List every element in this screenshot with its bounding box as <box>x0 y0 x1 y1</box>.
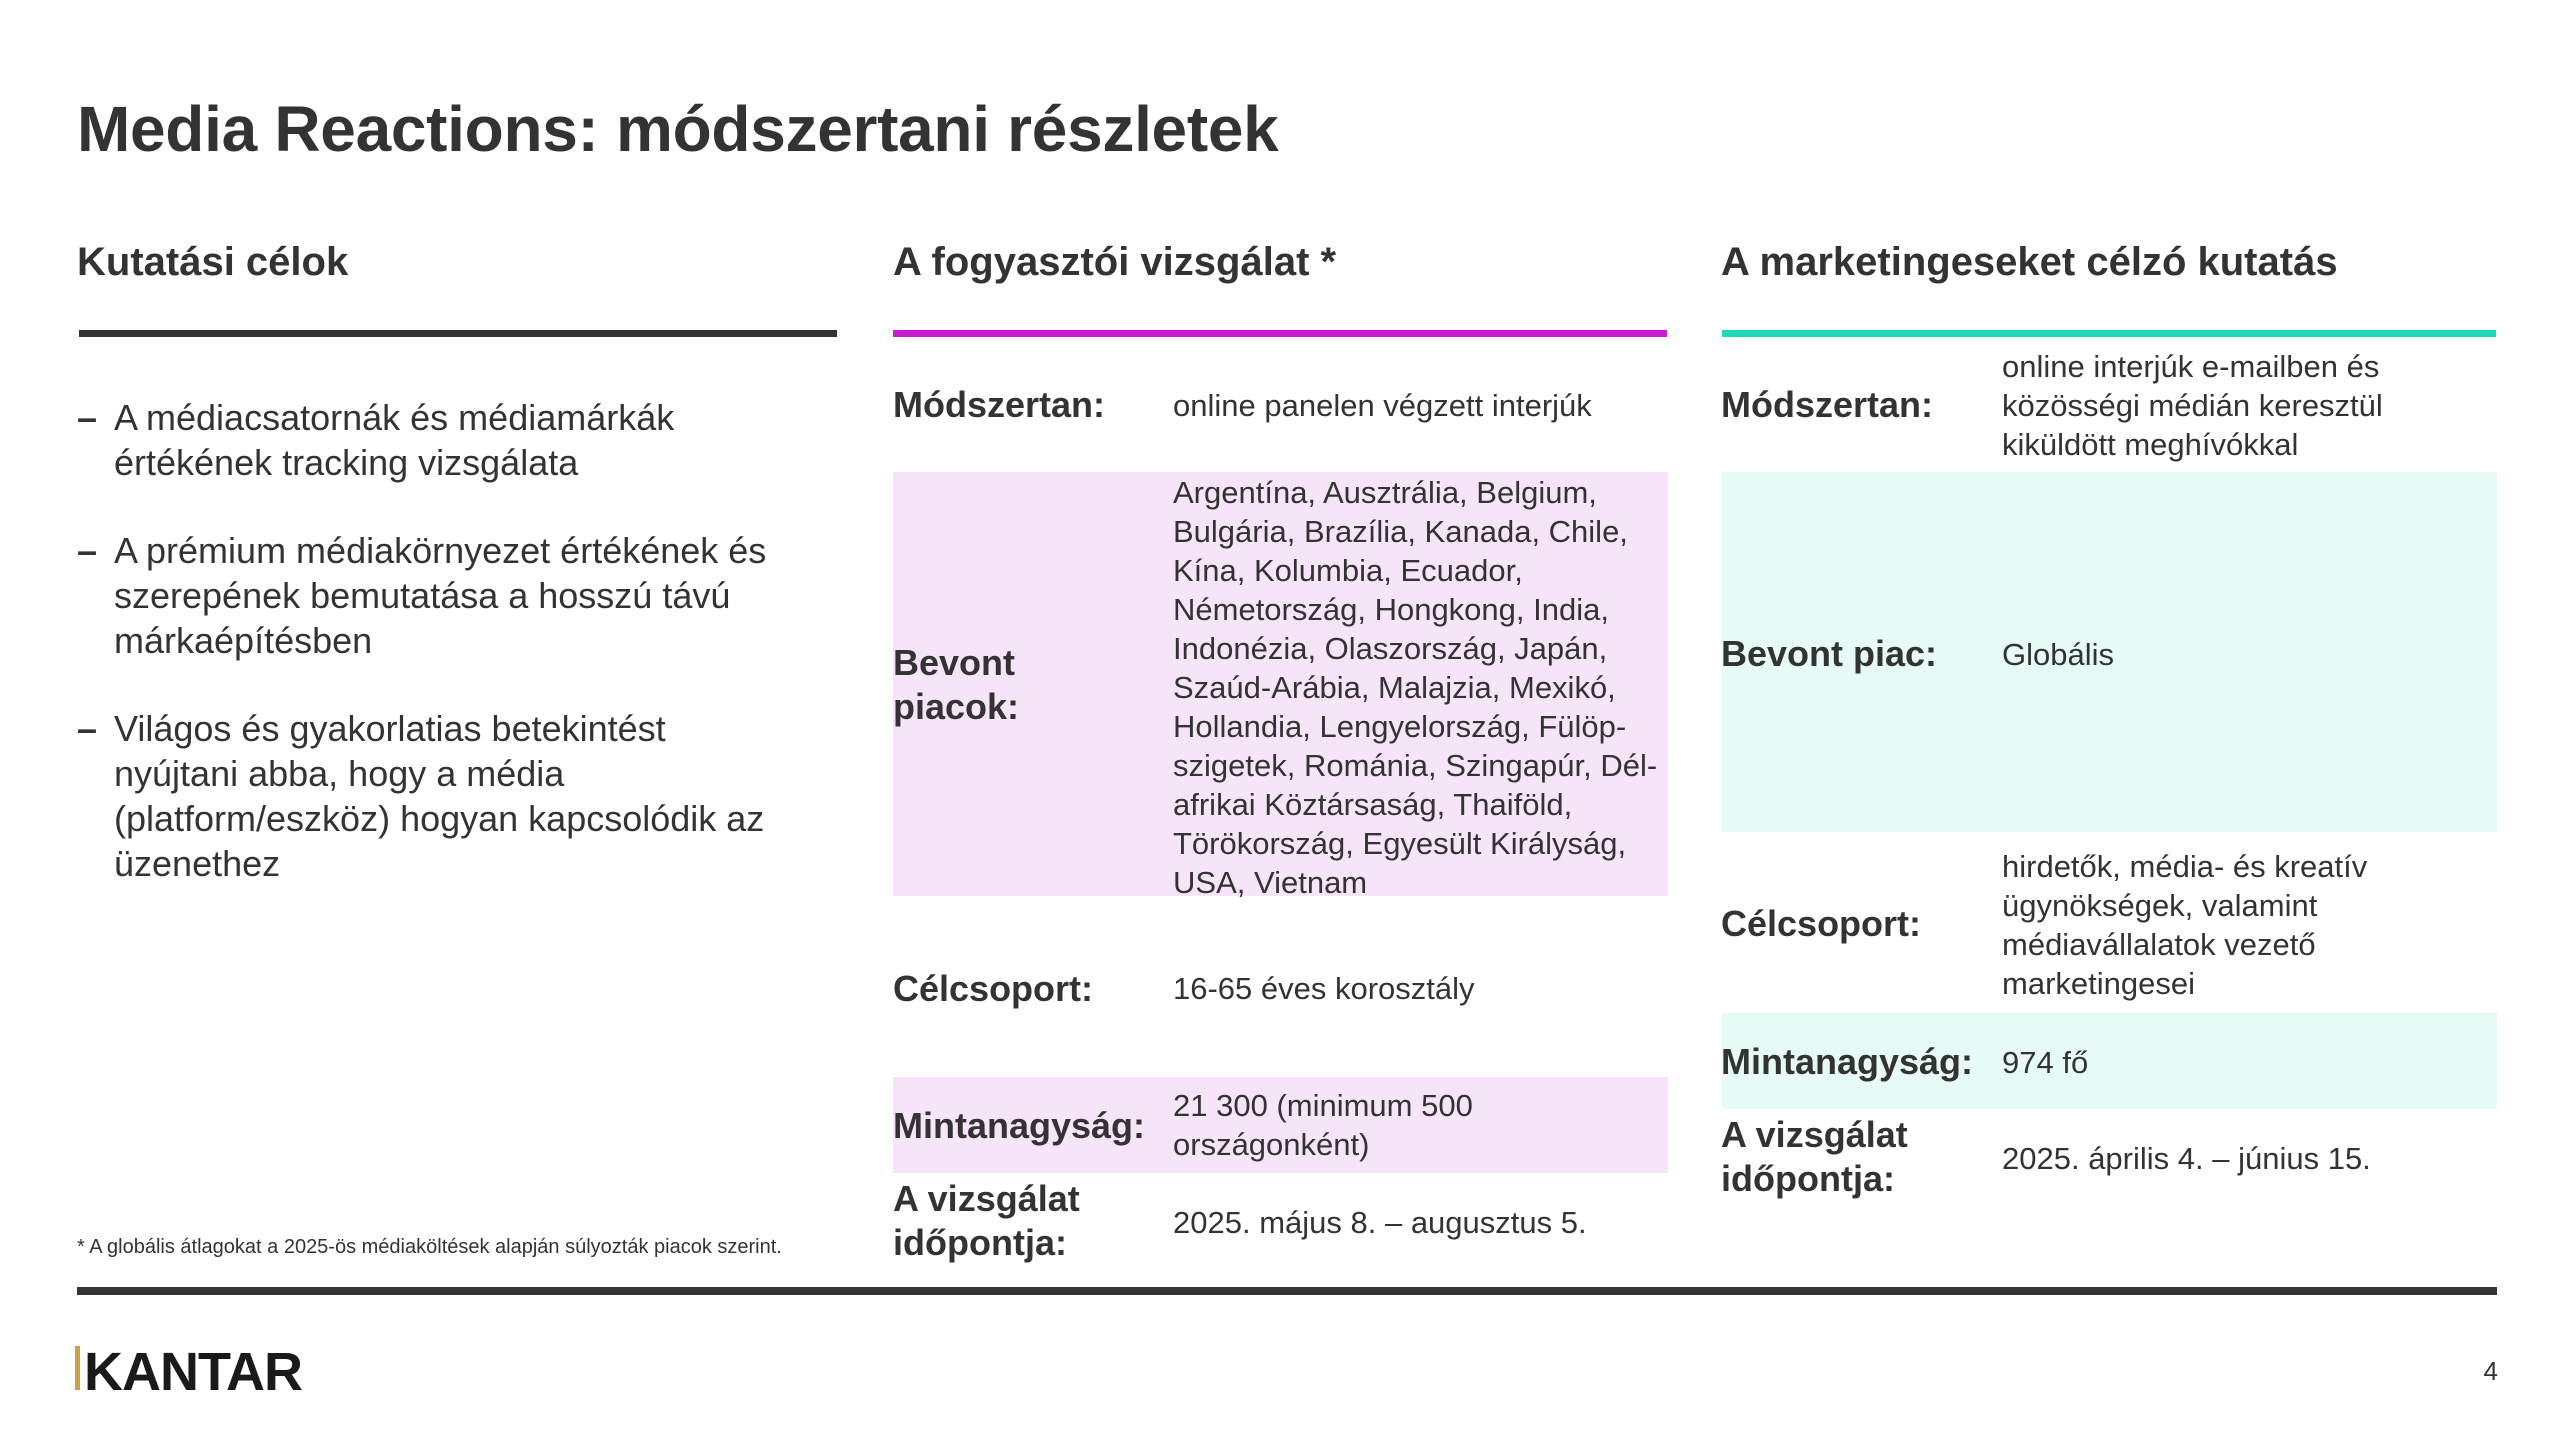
consumer-date-value: 2025. május 8. – augusztus 5. <box>1173 1205 1587 1240</box>
consumer-sample-value: 21 300 (minimum 500 országonként) <box>1173 1088 1473 1162</box>
goals-rule <box>79 330 837 337</box>
marketer-date-label: A vizsgálat időpontja: <box>1721 1114 1908 1199</box>
goal-text: A médiacsatornák és médiamárkák értékének tracking vizsgálata <box>114 397 675 483</box>
bottom-rule <box>77 1287 2497 1295</box>
marketer-method-value: online interjúk e-mailben és közösségi médián keresztül kiküldött meghívókkal <box>2002 349 2383 462</box>
goals-heading: Kutatási célok <box>77 240 349 284</box>
consumer-markets-value: Argentína, Ausztrália, Belgium, Bulgária, Brazília, Kanada, Chile, Kína, Kolumbia, Ecuador, Németország, Hongkong, India, Indonézia, Olaszország, Japán, Szaúd-Arábia, Malajzia, Mexikó, Hollandia, Lengyelország, Fülöp-szigetek, Románia, Szingapúr, Dél-afrikai Köztársaság, Thaiföld, Törökország, Egyesült Királyság, USA, Vietnam <box>1173 475 1658 900</box>
consumer-target-label: Célcsoport: <box>893 968 1094 1009</box>
marketer-market-label: Bevont piac: <box>1721 633 1938 674</box>
goal-text: Világos és gyakorlatias betekintést nyújtani abba, hogy a média (platform/eszköz) hogyan kapcsolódik az üzenethez <box>114 708 765 884</box>
consumer-method-value: online panelen végzett interjúk <box>1173 388 1592 423</box>
consumer-heading: A fogyasztói vizsgálat * <box>893 240 1337 284</box>
marketer-market-value: Globális <box>2002 637 2114 672</box>
consumer-date-label: A vizsgálat időpontja: <box>893 1178 1080 1263</box>
goals-list <box>77 395 777 929</box>
consumer-method-label: Módszertan: <box>893 384 1106 425</box>
marketer-heading: A marketingeseket célzó kutatás <box>1721 240 2338 284</box>
marketer-sample-value: 974 fő <box>2002 1045 2089 1080</box>
marketer-date-value: 2025. április 4. – június 15. <box>2002 1141 2371 1176</box>
goal-text: A prémium médiakörnyezet értékének és szerepének bemutatása a hosszú távú márkaépítésben <box>114 530 767 661</box>
consumer-markets-label: Bevont piacok: <box>893 642 1020 727</box>
kantar-logo <box>75 1340 315 1398</box>
page-title: Media Reactions: módszertani részletek <box>77 93 1279 165</box>
consumer-target-value: 16-65 éves korosztály <box>1173 971 1475 1006</box>
goal-item <box>77 528 777 663</box>
marketer-target-value: hirdetők, média- és kreatív ügynökségek, valamint médiavállalatok vezető marketingesei <box>2002 849 2368 1001</box>
goal-item <box>77 395 777 485</box>
marketer-method-label: Módszertan: <box>1721 384 1934 425</box>
consumer-rule <box>893 330 1667 337</box>
marketer-sample-label: Mintanagyság: <box>1721 1041 1974 1082</box>
page-number: 4 <box>2483 1356 2498 1386</box>
consumer-sample-label: Mintanagyság: <box>893 1105 1146 1146</box>
goal-item <box>77 706 777 886</box>
dash-icon: – <box>77 530 98 571</box>
logo-text: KANTAR <box>84 1342 302 1398</box>
marketer-rule <box>1722 330 2496 337</box>
dash-icon: – <box>77 397 98 438</box>
footnote: * A globális átlagokat a 2025-ös médiaköltések alapján súlyozták piacok szerint. <box>77 1236 782 1258</box>
dash-icon: – <box>77 708 98 749</box>
marketer-target-label: Célcsoport: <box>1721 903 1922 944</box>
